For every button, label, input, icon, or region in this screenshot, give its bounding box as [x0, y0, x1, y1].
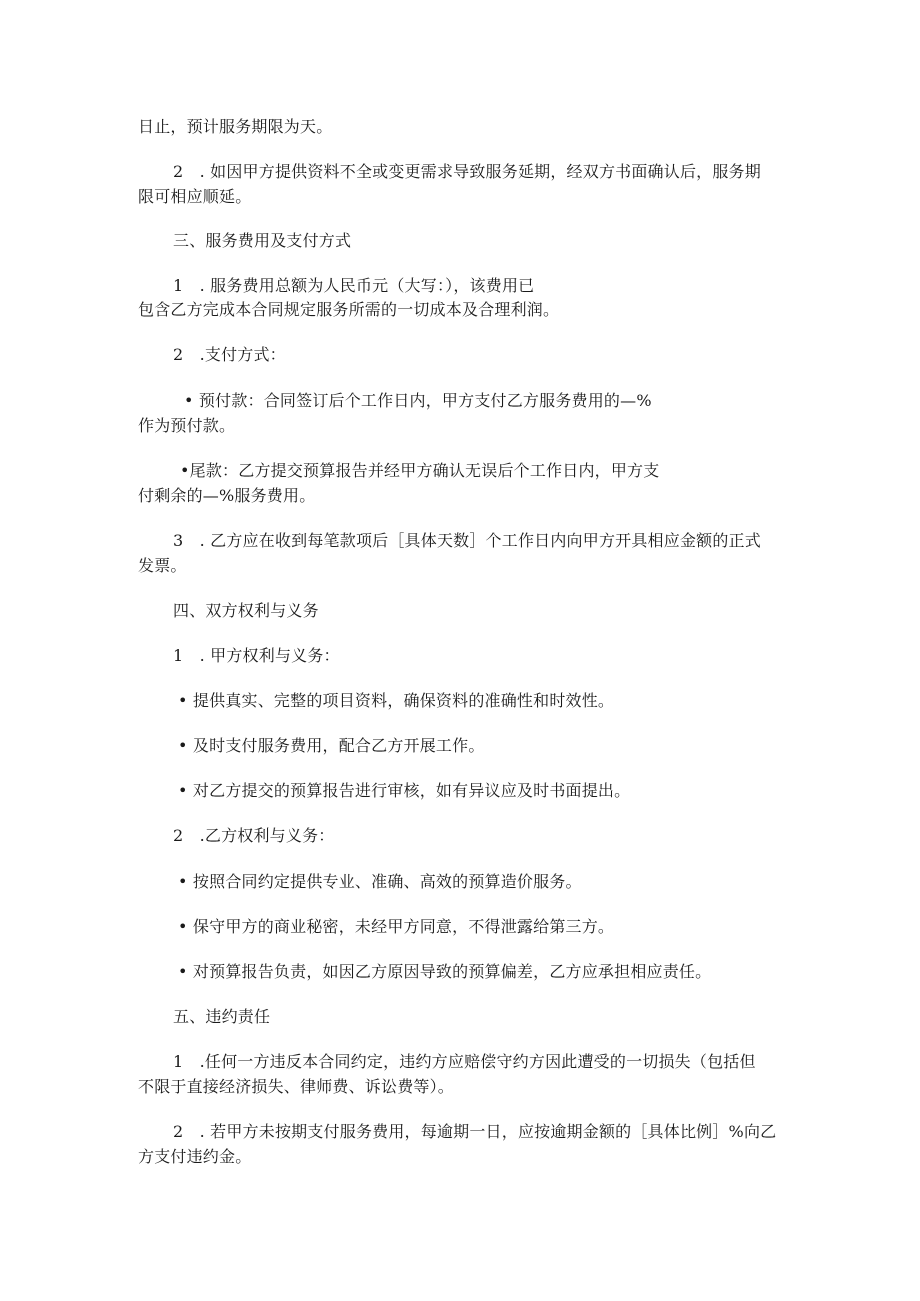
list-item: • 对预算报告负责，如因乙方原因导致的预算偏差，乙方应承担相应责任。 [178, 962, 712, 981]
list-item: • 提供真实、完整的项目资料，确保资料的准确性和时效性。 [178, 691, 615, 710]
section-heading: 五、违约责任 [173, 1007, 271, 1026]
text-line: 日止，预计服务期限为天。 [138, 117, 333, 136]
text-line: 1 .任何一方违反本合同约定，违约方应赔偿守约方因此遭受的一切损失（包括但 [173, 1052, 756, 1071]
text-line: 作为预付款。 [138, 416, 236, 435]
text-line: 付剩余的—%服务费用。 [138, 486, 316, 505]
section-heading: 四、双方权利与义务 [173, 601, 319, 620]
text-line: 2 . 如因甲方提供资料不全或变更需求导致服务延期，经双方书面确认后，服务期 [173, 162, 761, 181]
text-line: 3 . 乙方应在收到每笔款项后［具体天数］个工作日内向甲方开具相应金额的正式 [173, 531, 761, 550]
text-line: •尾款：乙方提交预算报告并经甲方确认无误后个工作日内，甲方支 [180, 461, 660, 480]
text-line: 发票。 [138, 556, 187, 575]
list-item: • 按照合同约定提供专业、准确、高效的预算造价服务。 [178, 872, 582, 891]
text-line: • 预付款：合同签订后个工作日内，甲方支付乙方服务费用的—% [184, 391, 652, 410]
text-line: 1 . 甲方权利与义务： [173, 646, 340, 665]
text-line: 2 .支付方式： [173, 345, 286, 364]
text-line: 包含乙方完成本合同规定服务所需的一切成本及合理利润。 [138, 300, 560, 319]
text-line: 不限于直接经济损失、律师费、诉讼费等）。 [138, 1077, 455, 1096]
list-item: • 保守甲方的商业秘密，未经甲方同意，不得泄露给第三方。 [178, 917, 615, 936]
text-line: 限可相应顺延。 [138, 187, 252, 206]
text-line: 2 . 若甲方未按期支付服务费用，每逾期一日，应按逾期金额的［具体比例］%向乙 [173, 1122, 777, 1141]
text-line: 方支付违约金。 [138, 1147, 252, 1166]
text-line: 2 .乙方权利与义务： [173, 826, 335, 845]
list-item: • 及时支付服务费用，配合乙方开展工作。 [178, 736, 485, 755]
text-line: 1 . 服务费用总额为人民币元（大写：），该费用已 [173, 276, 535, 295]
section-heading: 三、服务费用及支付方式 [173, 231, 352, 250]
list-item: • 对乙方提交的预算报告进行审核，如有异议应及时书面提出。 [178, 781, 631, 800]
